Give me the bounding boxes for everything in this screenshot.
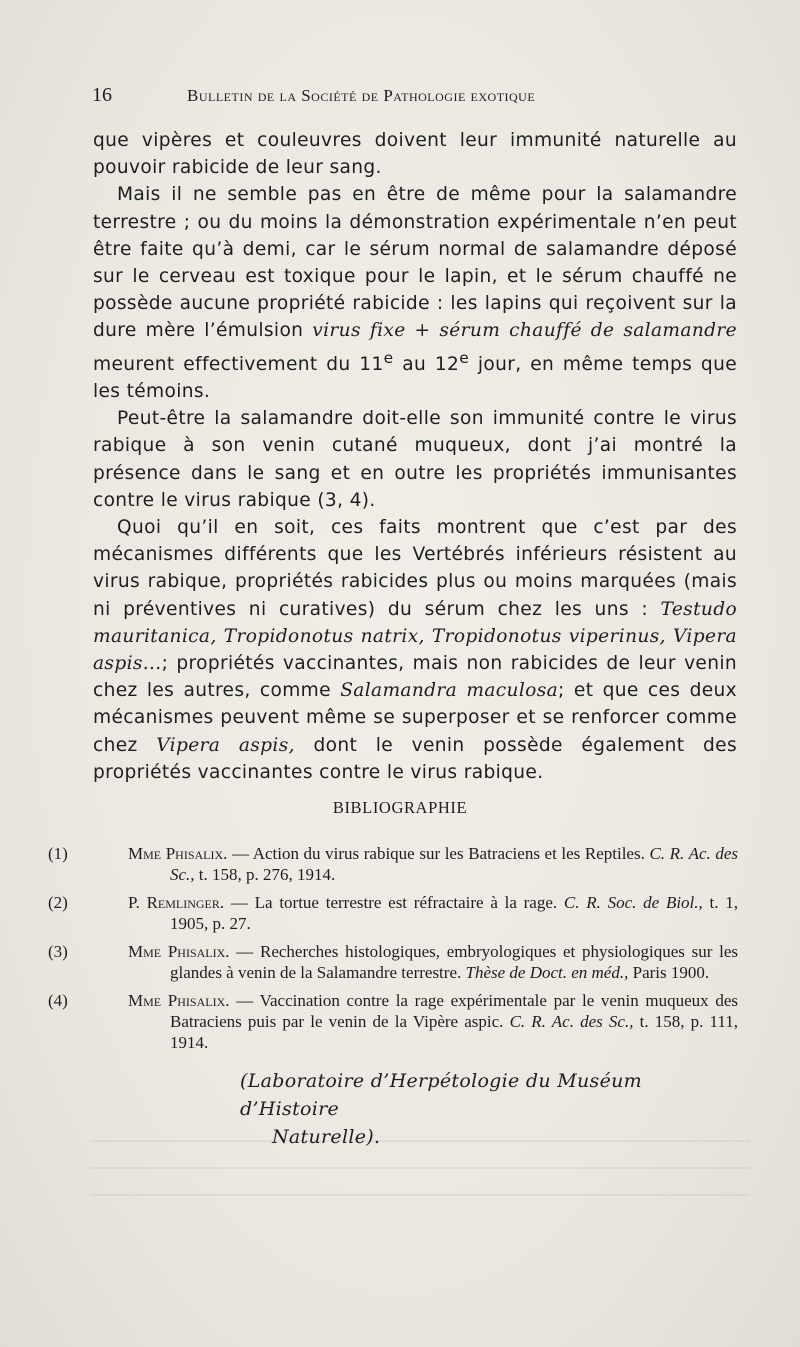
paragraph-2-text-b: meurent effectivement du 11 xyxy=(93,353,384,375)
laboratory-attribution xyxy=(240,1067,740,1151)
reference-1: (1) Mme Phisalix. — Action du virus rabique sur les Batraciens et les Reptiles. C. R. Ac. des Sc., t. 158, p. 276, 1914. xyxy=(48,844,739,884)
reference-source: C. R. Ac. des Sc., xyxy=(170,844,739,884)
reference-title: — Action du virus rabique sur les Batraciens et les Reptiles. xyxy=(232,844,645,863)
superscript-1: e xyxy=(383,348,394,367)
attribution-line-2: Naturelle). xyxy=(272,1126,381,1148)
bibliography-list xyxy=(48,843,739,1060)
reference-author: P. Remlinger. xyxy=(128,893,225,912)
paragraph-4-species-list: Testudo mauritanica, Tropidonotus natrix, Tropidonotus viperinus, Vipera aspis... xyxy=(93,598,738,675)
reference-details: t. 158, p. 111, 1914. xyxy=(170,1012,739,1052)
bibliography-title: BIBLIOGRAPHIE xyxy=(332,798,468,817)
paragraph-3 xyxy=(93,405,737,514)
article-body xyxy=(93,127,737,786)
paragraph-2-text-d: jour, en même temps que les témoins. xyxy=(93,353,737,403)
reference-details: Paris 1900. xyxy=(632,963,710,982)
page-header xyxy=(92,84,737,110)
reference-title: — La tortue terrestre est réfractaire à la rage. xyxy=(230,893,558,912)
paragraph-2 xyxy=(93,181,737,405)
reference-title: — Recherches histologiques, embryologiques et physiologiques sur les glandes à venin de la Salamandre terrestre. xyxy=(170,942,738,982)
reference-source: C. R. Ac. des Sc., xyxy=(509,1012,634,1031)
paragraph-4-text-b: ; propriétés vaccinantes, mais non rabicides de leur venin chez les autres, comme xyxy=(93,653,737,702)
superscript-2: e xyxy=(459,348,470,367)
attribution-line-1: (Laboratoire d’Herpétologie du Muséum d’Histoire xyxy=(240,1070,642,1120)
reference-author: Mme Phisalix. xyxy=(128,844,228,863)
show-through-bleed xyxy=(90,1140,750,1220)
paragraph-1-text: que vipères et couleuvres doivent leur immunité naturelle au pouvoir rabicide de leur sang. xyxy=(93,130,737,179)
reference-source: Thèse de Doct. en méd., xyxy=(465,963,629,982)
paragraph-3-text: Peut-être la salamandre doit-elle son immunité contre le virus rabique à son venin cutané muqueux, dont j’ai montré la présence dans le sang et en outre les propriétés immunisantes contre le virus rabique (3, 4). xyxy=(93,408,737,511)
paragraph-2-italic: virus fixe + sérum chauffé de salamandre xyxy=(312,320,738,342)
reference-author: Mme Phisalix. xyxy=(128,942,230,961)
paragraph-4 xyxy=(93,514,737,786)
reference-author: Mme Phisalix. xyxy=(128,991,230,1010)
reference-2: (2) P. Remlinger. — La tortue terrestre est réfractaire à la rage. C. R. Soc. de Biol., t. 1, 1905, p. 27. xyxy=(48,893,738,933)
paragraph-4-text-a: Quoi qu’il en soit, ces faits montrent que c’est par des mécanismes différents que les Vertébrés inférieurs résistent au virus rabique, propriétés rabicides plus ou moins marquées (mais ni préventives ni curatives) du sérum chez les uns : xyxy=(93,517,737,620)
reference-3: (3) Mme Phisalix. — Recherches histologiques, embryologiques et physiologiques sur les glandes à venin de la Salamandre terrestre. Thèse de Doct. en méd., Paris 1900. xyxy=(48,942,738,982)
paragraph-4-species-salamandra: Salamandra maculosa xyxy=(340,680,559,702)
reference-4: (4) Mme Phisalix. — Vaccination contre la rage expérimentale par le venin muqueux des Batraciens puis par le venin de la Vipère aspic. C. R. Ac. des Sc., t. 158, p. 111, 1914. xyxy=(48,991,739,1052)
paragraph-4-text-d: dont le venin possède également des propriétés vaccinantes contre le virus rabique. xyxy=(93,734,737,783)
reference-source: C. R. Soc. de Biol., xyxy=(563,893,703,912)
reference-details: t. 158, p. 276, 1914. xyxy=(198,865,336,884)
paragraph-1 xyxy=(93,127,737,181)
reference-title: — Vaccination contre la rage expérimentale par le venin muqueux des Batraciens puis par le venin de la Vipère aspic. xyxy=(170,991,739,1031)
paragraph-4-text-c: ; et que ces deux mécanismes peuvent même se superposer et se renforcer comme chez xyxy=(93,680,738,756)
paragraph-2-text-a: Mais il ne semble pas en être de même pour la salamandre terrestre ; ou du moins la démonstration expérimentale n’en peut être faite qu’à demi, car le sérum normal de salamandre déposé sur le cerveau est toxique pour le lapin, et le sérum chauffé ne possède aucune propriété rabicide : les lapins qui reçoivent sur la dure mère l’émulsion xyxy=(93,184,737,342)
reference-details: t. 1, 1905, p. 27. xyxy=(170,893,738,933)
page-number: 16 xyxy=(92,84,112,106)
paragraph-2-text-c: au 12 xyxy=(402,353,460,375)
running-head: Bulletin de la Société de Pathologie exotique xyxy=(187,86,536,105)
paragraph-4-species-vipera: Vipera aspis, xyxy=(156,734,295,756)
